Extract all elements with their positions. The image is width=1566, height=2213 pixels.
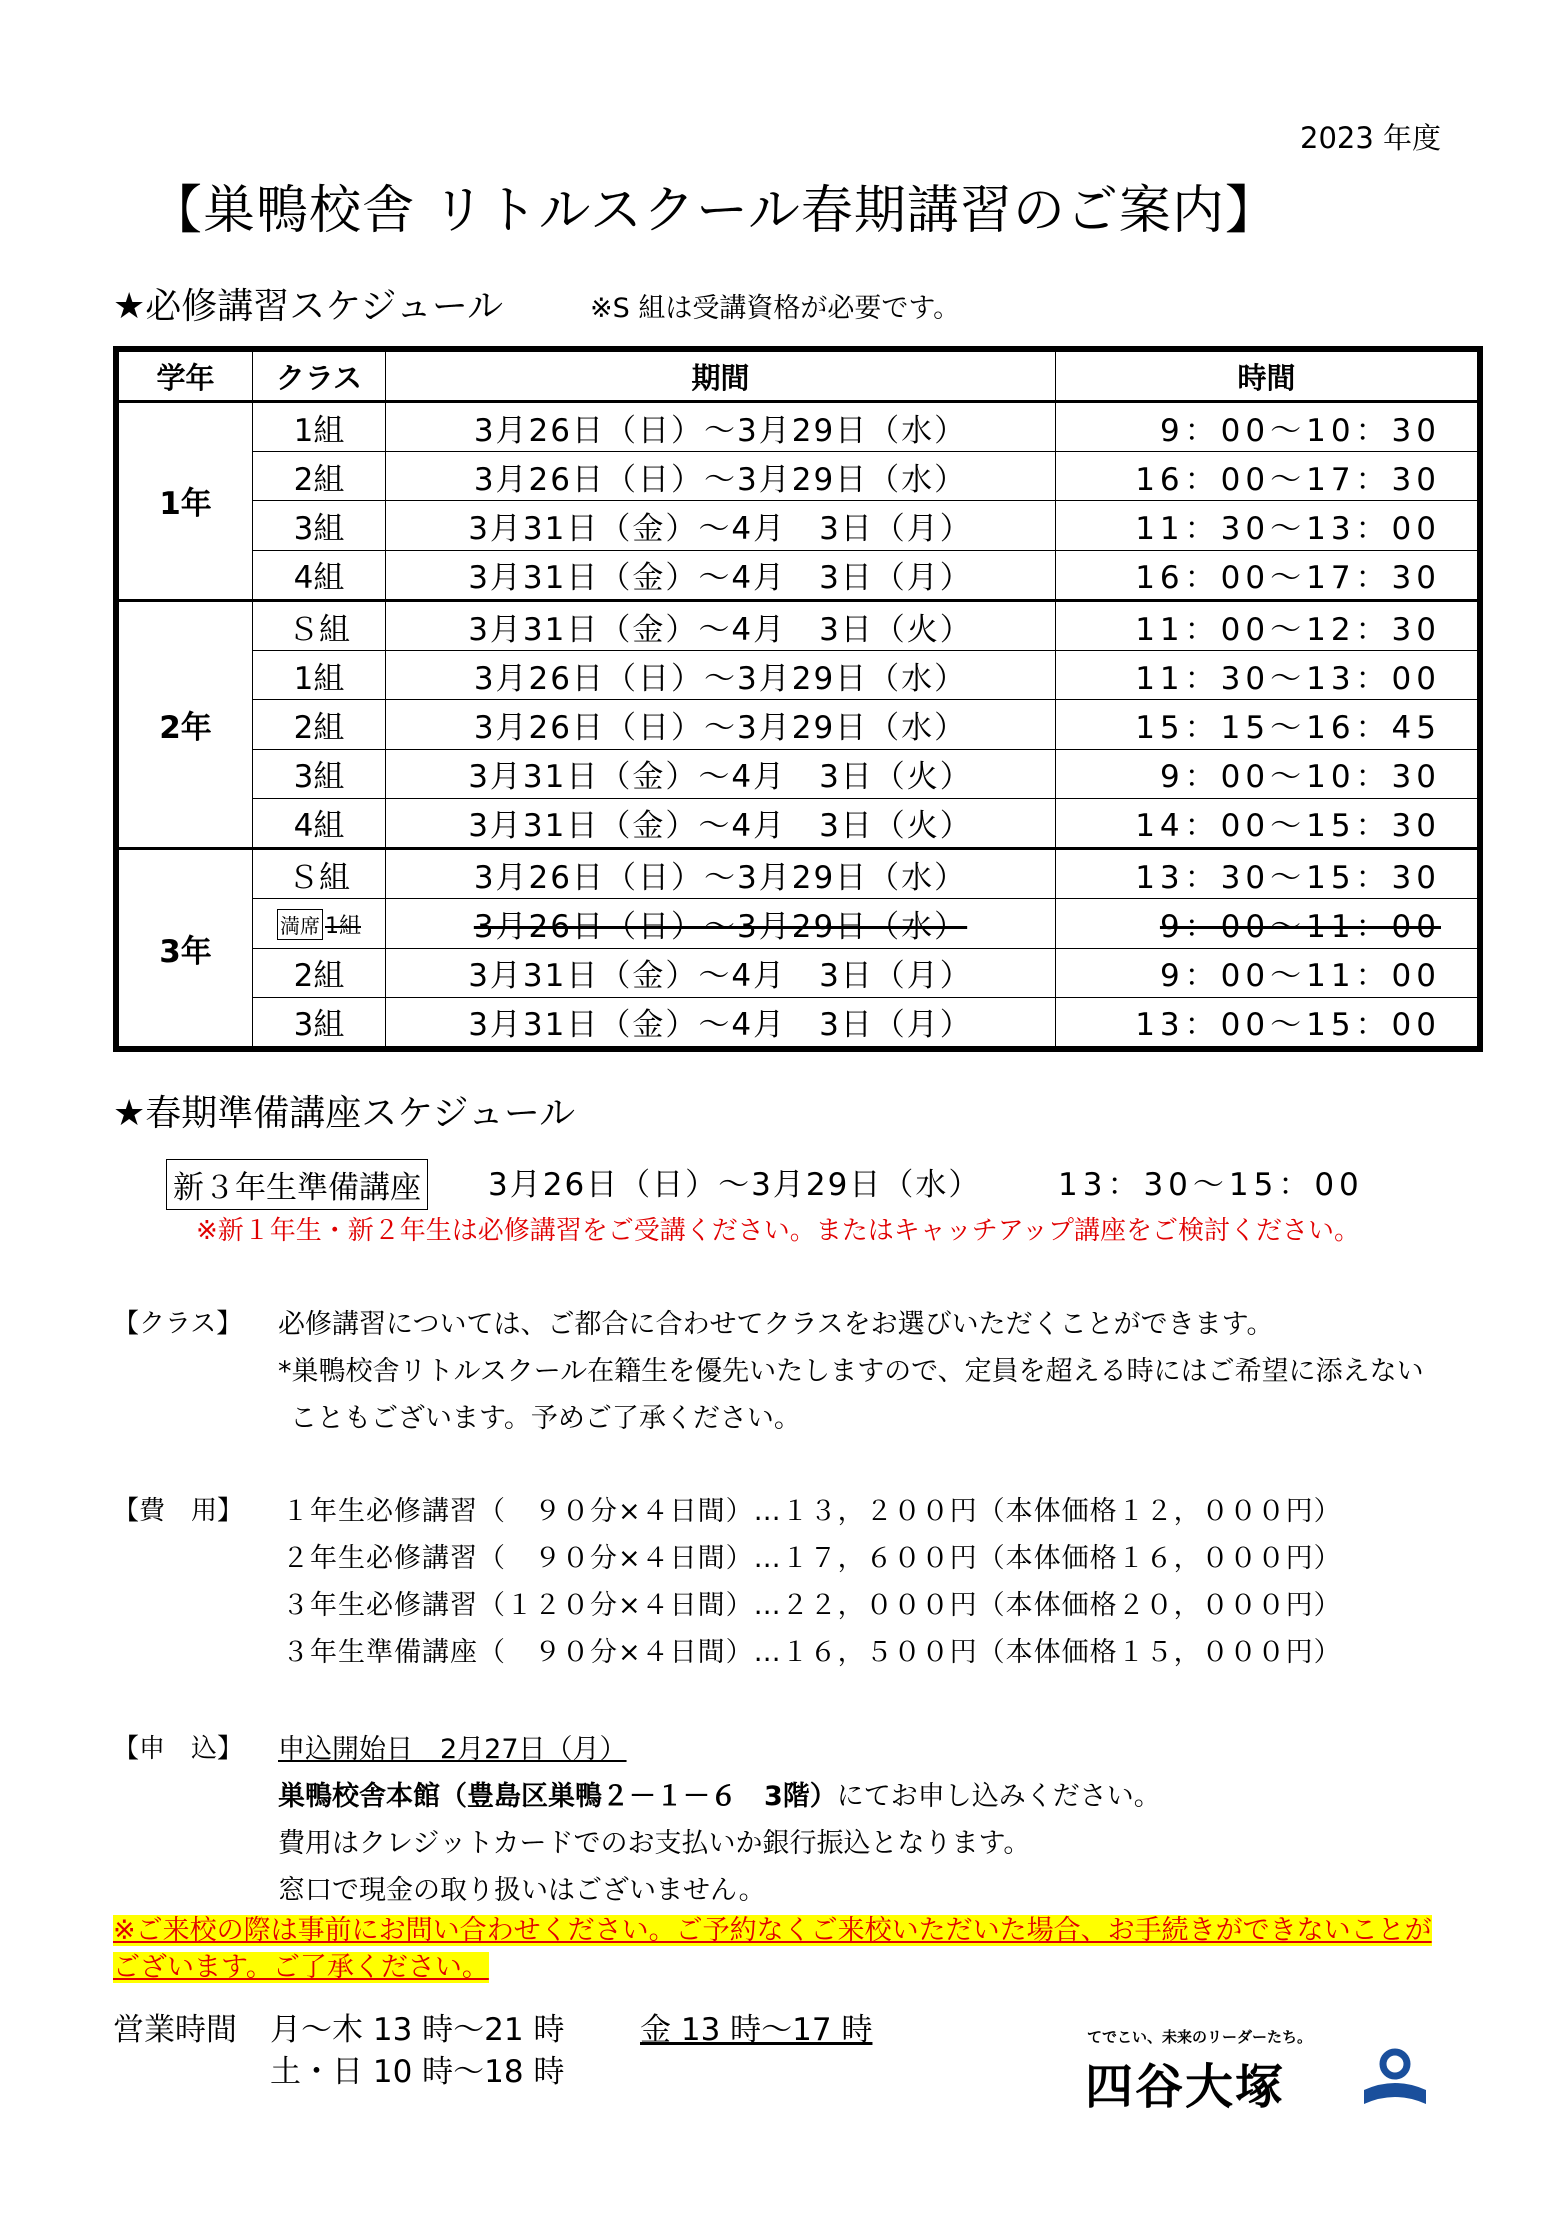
table-row	[119, 997, 1478, 1046]
class-cell: 2組	[253, 700, 386, 749]
prep-course-period: 3月26日（日）～3月29日（水）	[488, 1167, 982, 1203]
prep-section-heading: ★春期準備講座スケジュール	[113, 1093, 576, 1134]
class-cell: 4組	[253, 550, 386, 600]
header-class: クラス	[253, 352, 386, 402]
fiscal-year: 2023 年度	[1300, 121, 1442, 155]
table-header-row	[119, 352, 1478, 402]
class-info-line1: 必修講習については、ご都合に合わせてクラスをお選びいただくことができます。	[278, 1309, 1274, 1340]
visit-notice	[113, 1912, 1458, 1986]
period-cell: 3月26日（日）～3月29日（水）	[386, 402, 1056, 452]
hours-weekday: 月～木 13 時～21 時	[270, 2012, 565, 2048]
required-section-note: ※S 組は受講資格が必要です。	[590, 293, 961, 324]
period-cell: 3月31日（金）～4月 3日（月）	[386, 997, 1056, 1046]
required-section-heading: ★必修講習スケジュール	[113, 286, 504, 327]
class-cell: 3組	[253, 997, 386, 1046]
class-cell: 2組	[253, 948, 386, 997]
prep-course-time: 13：30～15：00	[1058, 1167, 1364, 1203]
table-row	[119, 600, 1478, 650]
application-payment: 費用はクレジットカードでのお支払いか銀行振込となります。	[278, 1828, 1031, 1859]
time-cell: 9：00～11：00	[1056, 948, 1478, 997]
period-cell: 3月31日（金）～4月 3日（月）	[386, 550, 1056, 600]
time-cell: 11：00～12：30	[1056, 600, 1478, 650]
class-cell: 3組	[253, 749, 386, 798]
class-info-line3: こともございます。予めご了承ください。	[290, 1403, 801, 1434]
hours-friday: 金 13 時～17 時	[640, 2012, 873, 2048]
class-cell: 1組	[253, 402, 386, 452]
application-label: 【申 込】	[113, 1734, 244, 1764]
table-row	[119, 798, 1478, 848]
application-cash: 窓口で現金の取り扱いはございません。	[278, 1875, 766, 1906]
time-cell: 13：00～15：00	[1056, 997, 1478, 1046]
table-row	[119, 452, 1478, 501]
logo-name: 四谷大塚	[1085, 2059, 1286, 2115]
prep-course-note: ※新１年生・新２年生は必修講習をご受講ください。またはキャッチアップ講座をご検討ください。	[196, 1216, 1360, 1246]
time-cell: 16：00～17：30	[1056, 452, 1478, 501]
fee-item: １年生必修講習（ ９０分×４日間）…１３，２００円（本体価格１２，０００円）	[282, 1496, 1342, 1527]
hours-weekend: 土・日 10 時～18 時	[270, 2054, 565, 2090]
class-cell-full	[253, 899, 386, 948]
header-grade: 学年	[119, 352, 253, 402]
prep-course-name: 新３年生準備講座	[166, 1159, 428, 1210]
table-row	[119, 849, 1478, 899]
class-info-label: 【クラス】	[113, 1309, 243, 1339]
table-row	[119, 700, 1478, 749]
period-cell: 3月26日（日）～3月29日（水）	[386, 700, 1056, 749]
header-period: 期間	[386, 352, 1056, 402]
period-cell: 3月31日（金）～4月 3日（火）	[386, 600, 1056, 650]
time-cell: 9：00～10：30	[1056, 402, 1478, 452]
table-row	[119, 948, 1478, 997]
period-cell: 3月26日（日）～3月29日（水）	[386, 452, 1056, 501]
table-row-full	[119, 899, 1478, 948]
class-cell: 4組	[253, 798, 386, 848]
schedule-table	[113, 346, 1483, 1052]
time-cell: 11：30～13：00	[1056, 651, 1478, 700]
grade-cell: 3年	[119, 849, 253, 1047]
grade-cell: 1年	[119, 402, 253, 601]
fee-item: ２年生必修講習（ ９０分×４日間）…１７，６００円（本体価格１６，０００円）	[282, 1543, 1342, 1574]
grade-cell: 2年	[119, 600, 253, 848]
application-place	[278, 1774, 1161, 1813]
period-cell: 3月31日（金）～4月 3日（月）	[386, 501, 1056, 550]
time-cell: 14：00～15：30	[1056, 798, 1478, 848]
period-cell-struck: 3月26日（日）～3月29日（水）	[386, 899, 1056, 948]
period-cell: 3月26日（日）～3月29日（水）	[386, 651, 1056, 700]
time-cell: 13：30～15：30	[1056, 849, 1478, 899]
visit-notice-text: ※ご来校の際は事前にお問い合わせください。ご予約なくご来校いただいた場合、お手続きができないことがございます。ご了承ください。	[113, 1915, 1432, 1983]
time-cell: 11：30～13：00	[1056, 501, 1478, 550]
hours-label: 営業時間	[113, 2012, 237, 2048]
table-row	[119, 749, 1478, 798]
class-cell: 3組	[253, 501, 386, 550]
fee-item: ３年生必修講習（１２０分×４日間）…２２，０００円（本体価格２０，０００円）	[282, 1590, 1342, 1621]
page-title: 【巣鴨校舎 リトルスクール春期講習のご案内】	[150, 181, 1278, 241]
application-place-name: 巣鴨校舎本館（豊島区巣鴨２－１－６ 3階）	[278, 1781, 837, 1812]
header-time: 時間	[1056, 352, 1478, 402]
time-cell: 16：00～17：30	[1056, 550, 1478, 600]
class-cell: Ｓ組	[253, 600, 386, 650]
period-cell: 3月31日（金）～4月 3日（月）	[386, 948, 1056, 997]
table-row	[119, 550, 1478, 600]
fees-label: 【費 用】	[113, 1496, 244, 1526]
class-cell: 1組	[253, 651, 386, 700]
time-cell-struck: 9：00～11：00	[1056, 899, 1478, 948]
application-place-rest: にてお申し込みください。	[836, 1781, 1161, 1812]
application-start: 申込開始日 2月27日（月）	[278, 1734, 627, 1765]
period-cell: 3月26日（日）～3月29日（水）	[386, 849, 1056, 899]
period-cell: 3月31日（金）～4月 3日（火）	[386, 749, 1056, 798]
table-row	[119, 501, 1478, 550]
class-label-struck: 1組	[325, 914, 361, 940]
period-cell: 3月31日（金）～4月 3日（火）	[386, 798, 1056, 848]
table-row	[119, 651, 1478, 700]
fee-item: ３年生準備講座（ ９０分×４日間）…１６，５００円（本体価格１５，０００円）	[282, 1637, 1342, 1668]
class-cell: 2組	[253, 452, 386, 501]
time-cell: 15：15～16：45	[1056, 700, 1478, 749]
class-info-line2: *巣鴨校舎リトルスクール在籍生を優先いたしますので、定員を超える時にはご希望に添えない	[278, 1356, 1424, 1387]
logo-mark-icon	[1360, 2046, 1430, 2112]
full-badge: 満席	[277, 909, 323, 940]
logo-tagline: てでこい、未来のリーダーたち。	[1087, 2028, 1313, 2046]
time-cell: 9：00～10：30	[1056, 749, 1478, 798]
table-row	[119, 402, 1478, 452]
class-cell: Ｓ組	[253, 849, 386, 899]
